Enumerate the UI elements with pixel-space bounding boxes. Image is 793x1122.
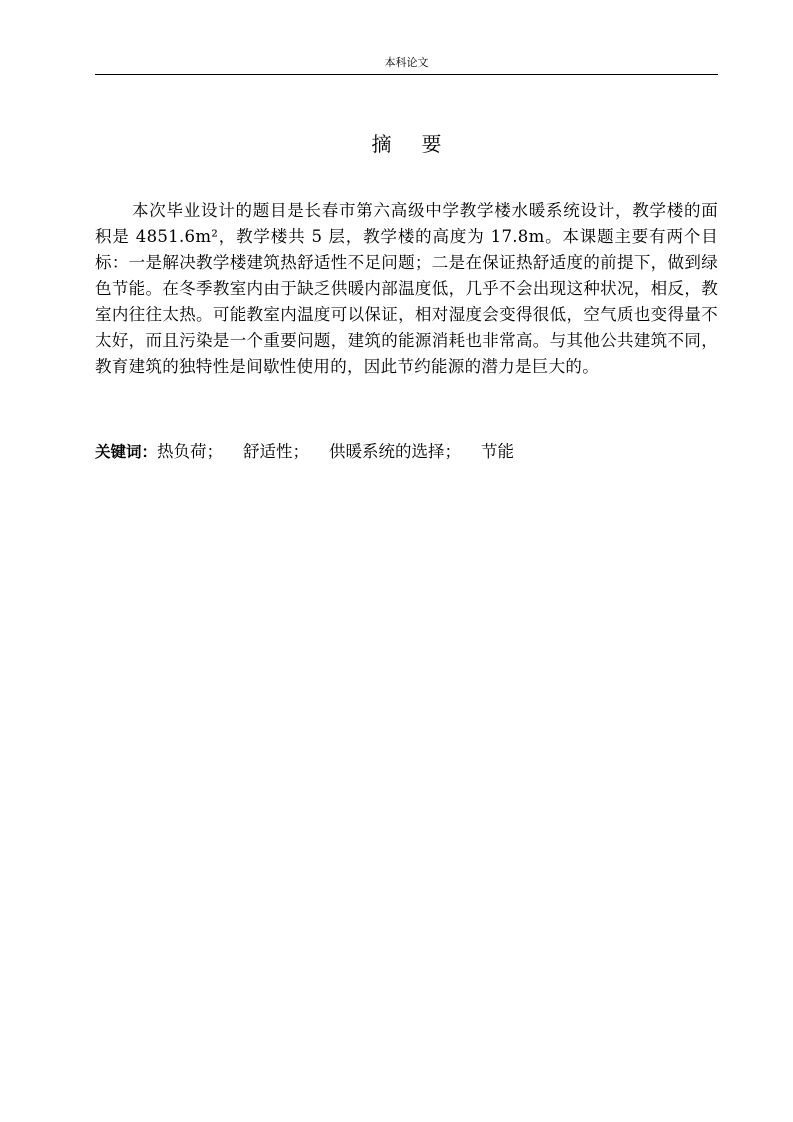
abstract-body: 本次毕业设计的题目是长春市第六高级中学教学楼水暖系统设计，教学楼的面积是 4851.6m²，教学楼共 5 层，教学楼的高度为 17.8m。本课题主要有两个目标：一是解决教学楼建筑热舒适性不足问题；二是在保证热舒适度的前提下，做到绿色节能。在冬季教室内由于缺乏供暖内部温度低，几乎不会出现这种状况，相反，教室内往往太热。可能教室内温度可以保证，相对湿度会变得很低，空气质也变得量不太好，而且污染是一个重要问题，建筑的能源消耗也非常高。与其他公共建筑不同，教育建筑的独特性是间歇性使用的，因此节约能源的潜力是巨大的。: [95, 201, 718, 376]
keyword-item: 舒适性；: [243, 442, 310, 461]
keyword-item: 供暖系统的选择；: [329, 442, 462, 461]
keyword-item: 热负荷；: [157, 442, 224, 461]
page-header: [95, 56, 718, 75]
abstract-title: 摘要: [371, 132, 472, 156]
keywords-label: 关键词：: [95, 443, 158, 461]
keyword-item: 节能: [481, 442, 515, 461]
keywords-line: [95, 439, 718, 465]
header-text: 本科论文: [384, 56, 429, 69]
